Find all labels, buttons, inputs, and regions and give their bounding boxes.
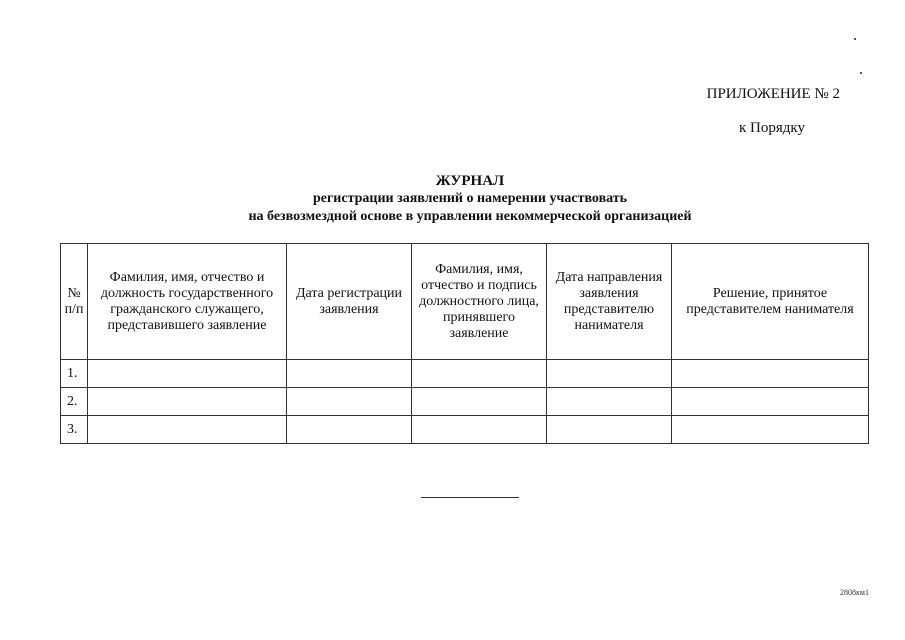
table-cell	[88, 388, 287, 416]
table-cell	[672, 360, 869, 388]
table-cell	[547, 388, 672, 416]
row-number: 1.	[61, 360, 88, 388]
row-number: 3.	[61, 416, 88, 444]
scan-speck	[860, 72, 862, 74]
table-row	[61, 416, 869, 444]
table-row	[61, 388, 869, 416]
title-line-3: на безвозмездной основе в управлении некоммерческой организацией	[248, 209, 692, 224]
table-cell	[412, 388, 547, 416]
header-cell-applicant: Фамилия, имя, отчество и должность государственного гражданского служащего, представившего заявление	[88, 244, 287, 360]
table-cell	[412, 416, 547, 444]
title-line-2: регистрации заявлений о намерении участвовать	[312, 191, 628, 206]
scan-speck	[854, 38, 856, 40]
journal-table	[60, 243, 869, 444]
table-cell	[88, 360, 287, 388]
header-cell-decision: Решение, принятое представителем нанимателя	[672, 244, 869, 360]
journal-title	[160, 172, 780, 226]
title-main: ЖУРНАЛ	[435, 173, 505, 189]
table-cell	[287, 416, 412, 444]
table-cell	[547, 360, 672, 388]
header-cell-number: № п/п	[61, 244, 88, 360]
table-cell	[412, 360, 547, 388]
header-cell-referral-date: Дата направления заявления представителю нанимателя	[547, 244, 672, 360]
table-cell	[88, 416, 287, 444]
appendix-label: ПРИЛОЖЕНИЕ № 2	[706, 86, 840, 102]
table-cell	[672, 388, 869, 416]
order-reference: к Порядку	[739, 120, 805, 136]
table-cell	[672, 416, 869, 444]
row-number: 2.	[61, 388, 88, 416]
table-row	[61, 360, 869, 388]
table-cell	[547, 416, 672, 444]
table-header-row	[61, 244, 869, 360]
document-code: 2808км1	[840, 588, 869, 597]
table-cell	[287, 388, 412, 416]
header-cell-receiving-official: Фамилия, имя, отчество и подпись должностного лица, принявшего заявление	[412, 244, 547, 360]
header-cell-registration-date: Дата регистрации заявления	[287, 244, 412, 360]
table-cell	[287, 360, 412, 388]
separator-line	[421, 497, 519, 498]
